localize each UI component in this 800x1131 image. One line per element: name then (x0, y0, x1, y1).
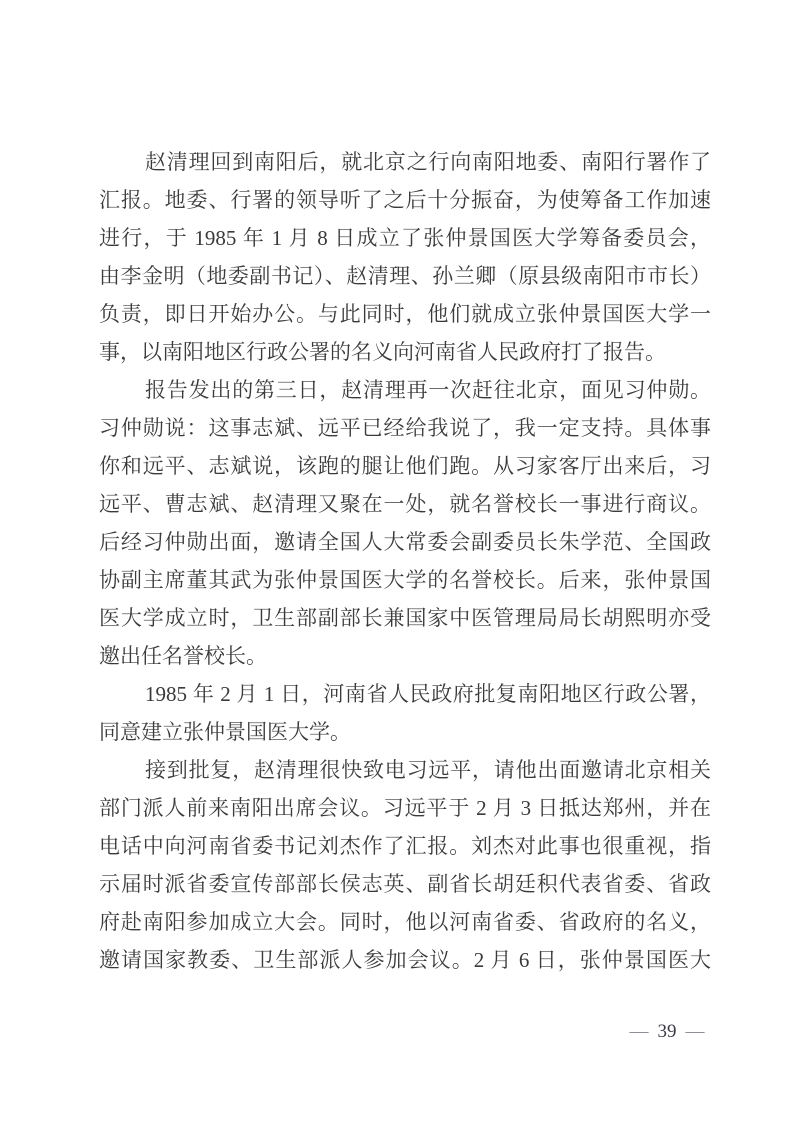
text-line: 邀请国家教委、卫生部派人参加会议。2 月 6 日，张仲景国医大 (99, 948, 711, 972)
text-line: 医大学成立时，卫生部副部长兼国家中医管理局局长胡熙明亦受 (99, 606, 711, 630)
text-line: 你和远平、志斌说，该跑的腿让他们跑。从习家客厅出来后，习 (99, 454, 711, 478)
text-line: 协副主席董其武为张仲景国医大学的名誉校长。后来，张仲景国 (99, 568, 711, 592)
text-line: 由李金明（地委副书记）、赵清理、孙兰卿（原县级南阳市市长） (99, 264, 711, 288)
body-text (99, 143, 711, 979)
text-line: 同意建立张仲景国医大学。 (99, 720, 351, 744)
footer-dash-left: — (629, 1021, 649, 1042)
paragraph (99, 675, 711, 751)
footer-dash-right: — (685, 1021, 705, 1042)
text-line: 电话中向河南省委书记刘杰作了汇报。刘杰对此事也很重视，指 (99, 834, 711, 858)
text-line: 报告发出的第三日，赵清理再一次赶往北京，面见习仲勋。 (145, 378, 711, 402)
text-line: 负责，即日开始办公。与此同时，他们就成立张仲景国医大学一 (99, 302, 711, 326)
paragraph (99, 143, 711, 371)
text-line: 事，以南阳地区行政公署的名义向河南省人民政府打了报告。 (99, 340, 666, 364)
paragraph (99, 371, 711, 675)
text-line: 赵清理回到南阳后，就北京之行向南阳地委、南阳行署作了 (145, 150, 711, 174)
page-number: 39 (657, 1021, 677, 1042)
text-line: 府赴南阳参加成立大会。同时，他以河南省委、省政府的名义， (99, 910, 711, 934)
text-line: 汇报。地委、行署的领导听了之后十分振奋，为使筹备工作加速 (99, 188, 711, 212)
page-footer (612, 1017, 722, 1047)
text-line: 邀出任名誉校长。 (99, 644, 267, 668)
text-line: 习仲勋说：这事志斌、远平已经给我说了，我一定支持。具体事 (99, 416, 711, 440)
text-line: 远平、曹志斌、赵清理又聚在一处，就名誉校长一事进行商议。 (99, 492, 711, 516)
text-line: 部门派人前来南阳出席会议。习远平于 2 月 3 日抵达郑州，并在 (99, 796, 711, 820)
text-line: 后经习仲勋出面，邀请全国人大常委会副委员长朱学范、全国政 (99, 530, 711, 554)
text-line: 1985 年 2 月 1 日，河南省人民政府批复南阳地区行政公署， (145, 682, 711, 706)
paragraph (99, 751, 711, 979)
text-line: 进行，于 1985 年 1 月 8 日成立了张仲景国医大学筹备委员会， (99, 226, 711, 250)
text-line: 示届时派省委宣传部部长侯志英、副省长胡廷积代表省委、省政 (99, 872, 711, 896)
text-line: 接到批复，赵清理很快致电习远平，请他出面邀请北京相关 (145, 758, 711, 782)
